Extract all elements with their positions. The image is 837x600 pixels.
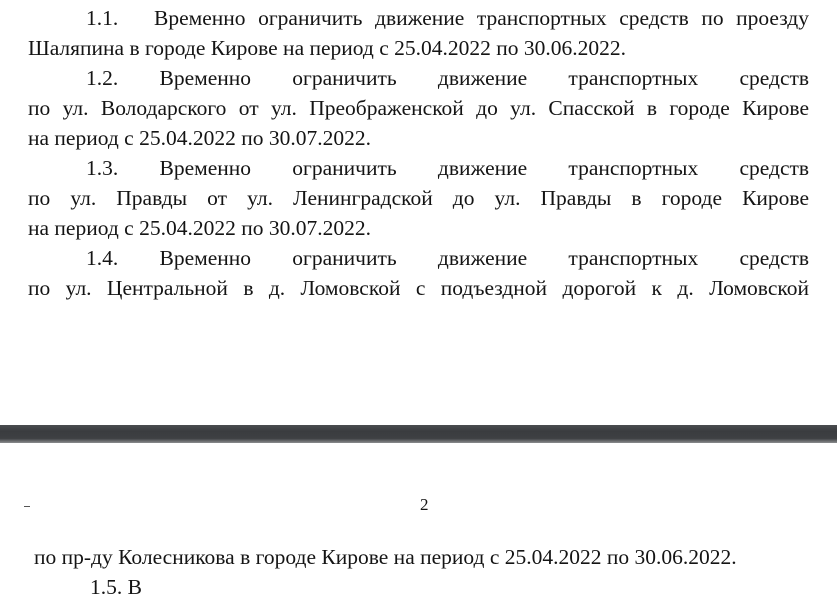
item-1-3-line-1: [28, 153, 809, 183]
continuation-line: по пр-ду Колесникова в городе Кирове на период с 25.04.2022 по 30.06.2022.: [34, 545, 737, 569]
scan-speck: [24, 506, 30, 507]
next-item-fragment: 1.5. В: [90, 575, 142, 599]
word: Временно: [159, 66, 252, 90]
item-1-4-line-1: [28, 243, 809, 273]
item-1-2-line-2: по ул. Володарского от ул. Преображенской до ул. Спасской в городе Кирове: [28, 96, 809, 120]
item-1-4: [28, 243, 809, 303]
document-page-2: [0, 443, 837, 599]
word: движение: [437, 156, 528, 180]
item-1-2-line-1: [28, 63, 809, 93]
word: Временно: [159, 156, 252, 180]
word: ограничить: [292, 66, 397, 90]
page-separator: [0, 425, 837, 443]
item-1-1-line-1: [28, 3, 809, 33]
item-1-2-line-3: на период с 25.04.2022 по 30.07.2022.: [28, 126, 371, 150]
item-number: 1.1.: [86, 6, 119, 30]
page-number: 2: [420, 495, 429, 514]
word: средств: [739, 66, 810, 90]
word: транспортных: [568, 66, 699, 90]
word: ограничить: [292, 246, 397, 270]
item-1-1: [28, 3, 809, 63]
item-1-2: [28, 63, 809, 153]
word: транспортных: [568, 156, 699, 180]
item-number: 1.3.: [86, 156, 119, 180]
item-1-3-line-2: по ул. Правды от ул. Ленинградской до ул. Правды в городе Кирове: [28, 186, 809, 210]
word: ограничить: [292, 156, 397, 180]
item-number: 1.2.: [86, 66, 119, 90]
word: движение: [437, 246, 528, 270]
word: транспортных: [568, 246, 699, 270]
item-1-3-line-3: на период с 25.04.2022 по 30.07.2022.: [28, 216, 371, 240]
word: Временно: [159, 246, 252, 270]
item-text: Временно ограничить движение транспортных средств по проезду: [154, 6, 809, 30]
item-1-3: [28, 153, 809, 243]
word: движение: [437, 66, 528, 90]
item-1-4-line-2: по ул. Центральной в д. Ломовской с подъездной дорогой к д. Ломовской: [28, 276, 809, 300]
word: средств: [739, 156, 810, 180]
item-1-1-line-2: Шаляпина в городе Кирове на период с 25.04.2022 по 30.06.2022.: [28, 36, 627, 60]
word: средств: [739, 246, 810, 270]
item-number: 1.4.: [86, 246, 119, 270]
